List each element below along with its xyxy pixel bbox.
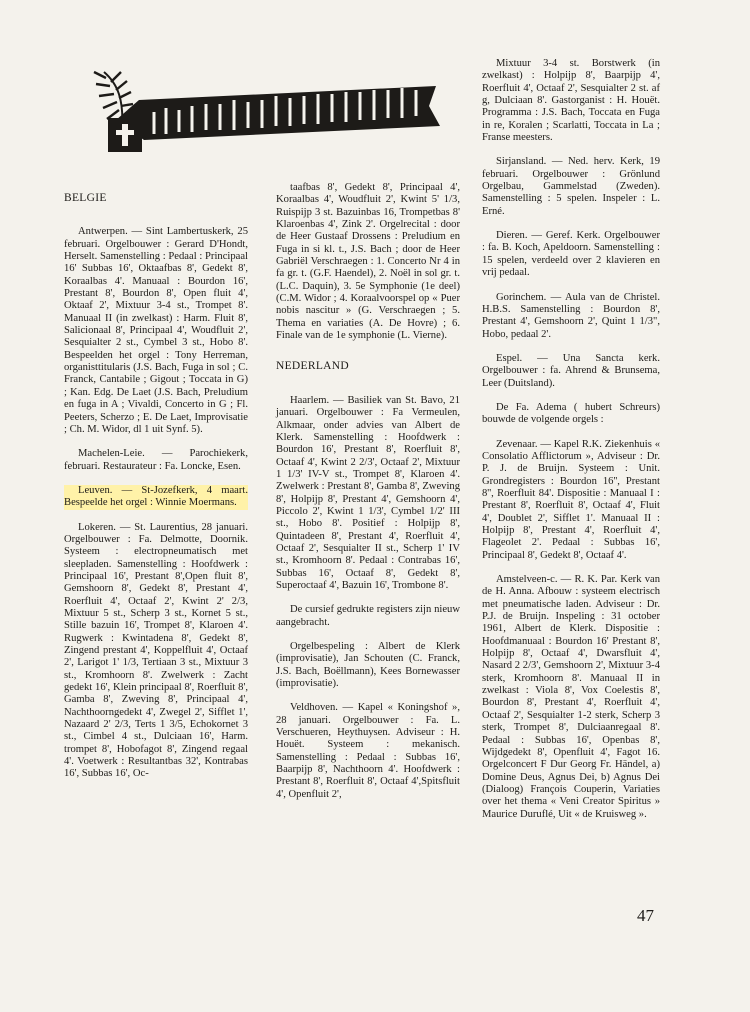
page-number: 47 [637,906,654,925]
entry-orgelbespeling: Orgelbespeling : Albert de Klerk (improvisatie), Jan Schouten (C. Franck, J.S. Bach, Boëllmann), Kees Bornewasser (improvisatie). [276,641,460,690]
entry-zevenaar: Zevenaar. — Kapel R.K. Ziekenhuis « Consolatio Afflictorum », Adviseur : Dr. P. J. de Bruijn. Systeem : Unit. Grondregisters : Bourdon 16'', Prestant 8'', Roerfluit 84'. Dispositie : Manuaal I : Prestant 8', Roerfluit 8', Octaaf 4', Fluit 4', Doublet 2', Sifflet 1'. Manuaal II : Holpijp 8', Prestant 4', Roerfluit 4', Flageolet 2'. Pedaal : Subbas 16', Principaal 8', Gedekt 8', Octaaf 4'. [482,438,660,561]
entry-veldhoven: Veldhoven. — Kapel « Koningshof », 28 januari. Orgelbouwer : Fa. L. Verschueren, Heythuysen. Adviseur : H. Houët. Systeem : mekanisch. Samenstelling : Pedaal : Subbas 16', Baarpijp 8', Nachthoorn 4'. Hoofdwerk : Prestant 8', Roerfluit 8', Octaaf 4',Spitsfluit 4', Openfluit 2', [276,702,460,800]
entry-haarlem: Haarlem. — Basiliek van St. Bavo, 21 januari. Orgelbouwer : Fa Vermeulen, Alkmaar, onder advies van Albert de Klerk. Samenstelling : Hoofdwerk : Bourdon 16', Prestant 8', Roerfluit 8', Octaaf 4', Kwint 2 2/3', Octaaf 2', Mixtuur 1 1/3' IV-V st., Trompet 8', Klaroen 4'. Zwelwerk : Prestant 8', Gamba 8', Zweving 8', Holpijp 8', Prestant 4', Gemshoorn 4', Piccolo 2', Kwint 1 1/3', Cymbel 1/2' III st., Hobo 8'. Positief : Holpijp 8', Quintadeen 8', Prestant 4', Roerfluit 4', Octaaf 2', Sesquialter II st., Scherp 1' IV st., Kromhoorn 8'. Pedaal : Contrabas 16', Subbas 16', Octaaf 8', Gedekt 8', Superoctaaf 4', Bazuin 16', Trombone 8'. [276,394,460,591]
entry-machelen-leie: Machelen-Leie. — Parochiekerk, februari. Restaurateur : Fa. Loncke, Esen. [64,448,248,472]
section-banner-logo [84,60,448,155]
column-2 [276,182,460,801]
entry-dieren: Dieren. — Geref. Kerk. Orgelbouwer : fa. B. Koch, Apeldoorn. Samenstelling : 15 spelen, verdeeld over 2 klavieren en vrij pedaal. [482,230,660,279]
column-1 [64,192,248,781]
note-cursief: De cursief gedrukte registers zijn nieuw aangebracht. [276,604,460,628]
entry-amstelveen: Amstelveen-c. — R. K. Par. Kerk van de H. Anna. Afbouw : systeem electrisch met pneumatische laden. Adviseur : Dr. P.J. de Bruijn. Inspeling : 31 october 1961, Albert de Klerk. Dispositie : Hoofdmanuaal : Bourdon 16' Prestant 8', Holpijp 8', Octaaf 4', Dwarsfluit 4', Nasard 2 2/3', Gemshoorn 2', Mixtuur 3-4 sterk, Kromhoorn 8'. Manuaal II in zwelkast : Viola 8', Vox Coelestis 8', Bourdon 8', Prestant 4', Roerfluit 4', Octaaf 2', Sesquialter 1-2 sterk, Scherp 3 sterk, Trompet 8', Dulciaanregaal 8'. Pedaal : Subbas 16', Openbas 8', Wijdgedekt 8', Openfluit 4', Fagot 16. Orgelconcert F Dur Georg Fr. Händel, a) Domine Deus, Agnus Dei, b) Agnus Dei (Dialoog) François Couperin, Variaties over het thema « Veni Creator Spiritus » Maurice Duruflé, Uit « de Kruisweg ». [482,574,660,820]
entry-espel: Espel. — Una Sancta kerk. Orgelbouwer : fa. Ahrend & Brunsema, Leer (Duitsland). [482,352,660,389]
entry-sirjansland: Sirjansland. — Ned. herv. Kerk, 19 februari. Orgelbouwer : Grönlund Orgelbau, Gammelstad (Zweden). Samenstelling : 5 spelen. Inspeler : L. Erné. [482,156,660,217]
heading-nederland: NEDERLAND [276,360,349,373]
entry-leuven-highlighted: Leuven. — St-Jozefkerk, 4 maart. Bespeelde het orgel : Winnie Moermans. [64,484,248,509]
column-3 [482,58,660,821]
entry-lokeren-continued: taafbas 8', Gedekt 8', Principaal 4', Koraalbas 4', Woudfluit 2', Kwint 5' 1/3, Ruispijp 3 st. Bazuinbas 16, Trompetbas 8' Klaroenbas 4', Zink 2'. Orgelrecital : door de Heer Gustaaf Drossens : Preludium en Fuga in si kl. t., J.S. Bach ; door de Heer Gabriël Verschraegen : 1. Concerto Nr 4 in fa gr. t. (G.F. Haendel), 2. Noël in sol gr. t. (L.C. Daquin), 3. 5e Symphonie (1e deel) (C.M. Widor ; 4. Koraalvoorspel op « Puer nobis nascitur » (G. Verschraegen ; 5. Thema en variaties (A. De Hovre) ; 6. Finale van de 1e symphonie (L. Vierne). [276,182,460,342]
entry-antwerpen: Antwerpen. — Sint Lambertuskerk, 25 februari. Orgelbouwer : Gerard D'Hondt, Herselt. Samenstelling : Pedaal : Principaal 16' Subbas 16', Oktaafbas 8', Gedekt 8', Koraalbas 4'. Manuaal : Bourdon 16', Prestant 8', Bourdon 8', Open fluit 4', Oktaaf 2', Mixtuur 3-4 st., Trompet 8'. Manuaal II (in zwelkast) : Harm. Fluit 8', Salicionaal 8', Principaal 4', Woudfluit 2', Sesquialter 2 st., Cymbel 3 st., Hobo 8'. Bespeelden het orgel : Tony Herreman, organisttitularis (J.S. Bach, Fuga in sol ; C. Franck, Cantabile ; Gigout ; Toccata in G) ; Kan. Edg. De Laet (J.S. Bach, Preludium en fuga in A ; Vivaldi, Concerto in G ; Fl. Peeters, Scherzo ; E. De Laet, Improvisatie ; Ch. M. Widor, dl 1 uit Synf. 5). [64,226,248,435]
heading-belgie: BELGIE [64,192,107,204]
entry-lokeren: Lokeren. — St. Laurentius, 28 januari. Orgelbouwer : Fa. Delmotte, Doornik. Systeem : electropneumatisch met sleepladen. Samenstelling : Hoofdwerk : Principaal 16', Prestant 8',Open fluit 8', Gemshoorn 8', Gedekt 8', Prestant 4', Roerfluit 4', Octaaf 2', Kwint 2' 2/3, Mixtuur 5 st., Scherp 3 st., Kornet 5 st., Stille bazuin 16', Trompet 8', Klaroen 4'. Rugwerk : Kwintadena 8', Gedekt 8', Zingend prestant 4', Koppelfluit 4', Octaaf 2', Larigot 1' 1/3, Tertiaan 3 st., Mixtuur 3 st., Kromhoorn 8'. Zwelwerk : Zacht gedekt 16', Klein principaal 8', Roerfluit 8', Gamba 8', Zweving 8', Principaal 4', Nachthoorngedekt 4', Zwegel 2', Sifflet 1', Nazaard 2' 2/3, Terts 1 3/5, Echokornet 3 st., Cimbel 4 st., Dulciaan 16', Harm. trompet 8', Hobofagot 8', Zingend regaal 4'. Voetwerk : Resultantbas 32', Kontrabas 16', Subbas 16', Oc- [64,521,248,780]
entry-gorinchem: Gorinchem. — Aula van de Christel. H.B.S. Samenstelling : Bourdon 8', Prestant 4', Gemshoorn 2', Quint 1 1/3", Hobo, pedaal 2'. [482,291,660,340]
entry-adema-intro: De Fa. Adema ( hubert Schreurs) bouwde de volgende orgels : [482,401,660,426]
entry-veldhoven-continued: Mixtuur 3-4 st. Borstwerk (in zwelkast) : Holpijp 8', Baarpijp 4', Roerfluit 4', Octaaf 2', Sesquialter 2 st. af g, Dulciaan 8'. Gastorganist : H. Houët. Programma : J.S. Bach, Toccata en Fuga in re, Koralen ; Scarlatti, Toccata in La ; Franse meesters. [482,58,660,144]
